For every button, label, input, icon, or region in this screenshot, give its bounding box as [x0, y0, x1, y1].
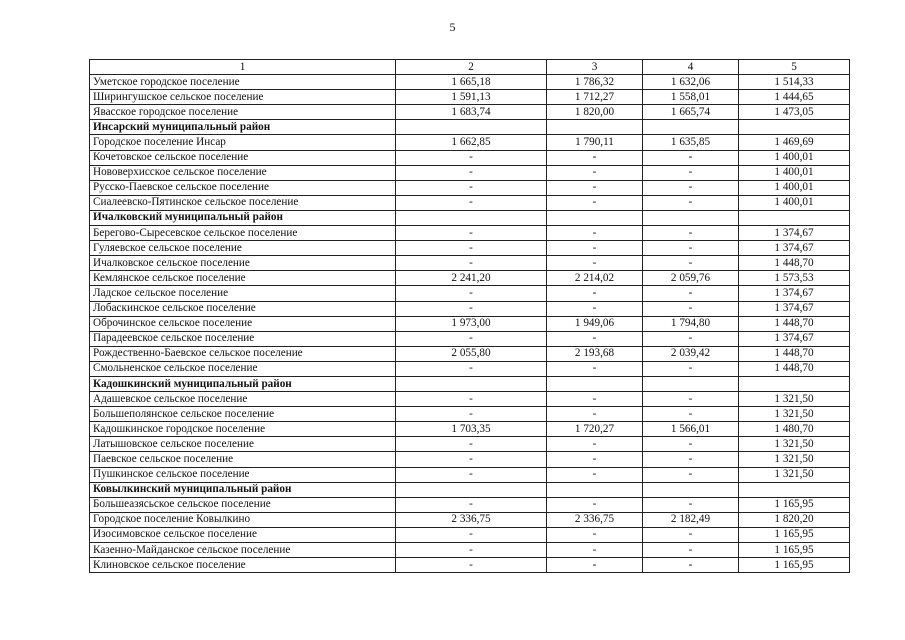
value-cell-col5: 1 321,50 [739, 392, 850, 407]
settlement-name-cell: Оброчинское сельское поселение [90, 316, 396, 331]
value-cell-col2: 2 055,80 [396, 346, 547, 361]
page-number: 5 [449, 20, 456, 34]
table-row [90, 256, 850, 271]
column-header-5: 5 [739, 60, 850, 75]
table-row [90, 437, 850, 452]
value-cell-col3: - [547, 180, 643, 195]
table-row [90, 407, 850, 422]
settlement-name-cell: Городское поселение Инсар [90, 135, 396, 150]
settlement-name-cell: Ладское сельское поселение [90, 286, 396, 301]
table-row [90, 150, 850, 165]
settlement-name-cell: Смольненское сельское поселение [90, 361, 396, 376]
value-cell-col3: - [547, 543, 643, 558]
value-cell-col3: - [547, 497, 643, 512]
settlement-name-cell: Латышовское сельское поселение [90, 437, 396, 452]
value-cell-col4: 1 635,85 [643, 135, 739, 150]
value-cell-col2: 1 703,35 [396, 422, 547, 437]
table-row [90, 527, 850, 542]
value-cell-col5: 1 400,01 [739, 165, 850, 180]
value-cell-col5: 1 473,05 [739, 105, 850, 120]
value-cell-col2: 1 591,13 [396, 90, 547, 105]
value-cell-col4: 1 558,01 [643, 90, 739, 105]
value-cell-col4: - [643, 497, 739, 512]
value-cell-col3: 1 790,11 [547, 135, 643, 150]
settlement-name-cell: Паевское сельское поселение [90, 452, 396, 467]
settlement-name-cell: Пушкинское сельское поселение [90, 467, 396, 482]
table-row [90, 180, 850, 195]
district-name-cell: Ичалковский муниципальный район [90, 210, 396, 225]
value-cell-col4: - [643, 165, 739, 180]
value-cell-col2: - [396, 241, 547, 256]
district-header-row [90, 376, 850, 391]
value-cell-col3 [547, 120, 643, 135]
settlement-name-cell: Берегово-Сыресевское сельское поселение [90, 226, 396, 241]
district-header-row [90, 120, 850, 135]
value-cell-col4: - [643, 437, 739, 452]
value-cell-col5: 1 400,01 [739, 195, 850, 210]
value-cell-col5: 1 321,50 [739, 452, 850, 467]
value-cell-col3 [547, 376, 643, 391]
table-row [90, 301, 850, 316]
column-header-1: 1 [90, 60, 396, 75]
value-cell-col2: - [396, 361, 547, 376]
value-cell-col3: - [547, 286, 643, 301]
value-cell-col5: 1 448,70 [739, 361, 850, 376]
district-name-cell: Ковылкинский муниципальный район [90, 482, 396, 497]
value-cell-col5: 1 820,20 [739, 512, 850, 527]
value-cell-col4: - [643, 286, 739, 301]
table-row [90, 467, 850, 482]
value-cell-col5: 1 165,95 [739, 497, 850, 512]
value-cell-col2: 2 241,20 [396, 271, 547, 286]
value-cell-col5 [739, 210, 850, 225]
value-cell-col3: 1 712,27 [547, 90, 643, 105]
value-cell-col5: 1 400,01 [739, 180, 850, 195]
value-cell-col3: 2 336,75 [547, 512, 643, 527]
value-cell-col2: 2 336,75 [396, 512, 547, 527]
value-cell-col3: - [547, 256, 643, 271]
data-table [89, 59, 850, 573]
value-cell-col2: - [396, 407, 547, 422]
value-cell-col5: 1 165,95 [739, 527, 850, 542]
district-header-row [90, 210, 850, 225]
value-cell-col5: 1 444,65 [739, 90, 850, 105]
value-cell-col4: - [643, 226, 739, 241]
value-cell-col2: 1 683,74 [396, 105, 547, 120]
value-cell-col3: - [547, 558, 643, 573]
value-cell-col4: - [643, 543, 739, 558]
value-cell-col3: - [547, 467, 643, 482]
value-cell-col3 [547, 210, 643, 225]
value-cell-col4: - [643, 180, 739, 195]
value-cell-col3: - [547, 437, 643, 452]
value-cell-col4: - [643, 407, 739, 422]
value-cell-col5: 1 321,50 [739, 437, 850, 452]
table-row [90, 422, 850, 437]
table-row [90, 331, 850, 346]
settlement-name-cell: Явасское городское поселение [90, 105, 396, 120]
table-row [90, 316, 850, 331]
settlement-name-cell: Лобаскинское сельское поселение [90, 301, 396, 316]
value-cell-col2: 1 665,18 [396, 75, 547, 90]
value-cell-col5: 1 448,70 [739, 346, 850, 361]
table-row [90, 90, 850, 105]
table-row [90, 558, 850, 573]
value-cell-col2 [396, 376, 547, 391]
value-cell-col5 [739, 482, 850, 497]
district-header-row [90, 482, 850, 497]
table-row [90, 452, 850, 467]
table-row [90, 497, 850, 512]
value-cell-col5: 1 480,70 [739, 422, 850, 437]
settlement-name-cell: Кадошкинское городское поселение [90, 422, 396, 437]
value-cell-col3: - [547, 165, 643, 180]
value-cell-col4: - [643, 256, 739, 271]
table-row [90, 346, 850, 361]
settlement-name-cell: Клиновское сельское поселение [90, 558, 396, 573]
value-cell-col4 [643, 482, 739, 497]
value-cell-col3: - [547, 452, 643, 467]
table-row [90, 226, 850, 241]
value-cell-col5: 1 374,67 [739, 301, 850, 316]
settlement-name-cell: Городское поселение Ковылкино [90, 512, 396, 527]
table-row [90, 512, 850, 527]
value-cell-col4: 1 794,80 [643, 316, 739, 331]
table-row [90, 75, 850, 90]
table-row [90, 361, 850, 376]
table-row [90, 286, 850, 301]
value-cell-col4: - [643, 527, 739, 542]
value-cell-col2: - [396, 467, 547, 482]
value-cell-col2: - [396, 150, 547, 165]
value-cell-col4: 2 059,76 [643, 271, 739, 286]
value-cell-col4: - [643, 392, 739, 407]
value-cell-col2: - [396, 437, 547, 452]
value-cell-col3: - [547, 361, 643, 376]
settlement-name-cell: Парадеевское сельское поселение [90, 331, 396, 346]
settlement-name-cell: Русско-Паевское сельское поселение [90, 180, 396, 195]
value-cell-col5: 1 374,67 [739, 241, 850, 256]
table-row [90, 392, 850, 407]
settlement-name-cell: Адашевское сельское поселение [90, 392, 396, 407]
value-cell-col2: 1 662,85 [396, 135, 547, 150]
value-cell-col2: - [396, 195, 547, 210]
settlement-name-cell: Большеазясьское сельское поселение [90, 497, 396, 512]
value-cell-col2 [396, 210, 547, 225]
value-cell-col3: - [547, 195, 643, 210]
value-cell-col3: - [547, 241, 643, 256]
settlement-name-cell: Ичалковское сельское поселение [90, 256, 396, 271]
settlement-name-cell: Казенно-Майданское сельское поселение [90, 543, 396, 558]
table-body [90, 75, 850, 573]
table-row [90, 271, 850, 286]
value-cell-col5: 1 165,95 [739, 543, 850, 558]
value-cell-col5: 1 514,33 [739, 75, 850, 90]
value-cell-col5: 1 448,70 [739, 316, 850, 331]
value-cell-col3: - [547, 392, 643, 407]
settlement-name-cell: Рождественно-Баевское сельское поселение [90, 346, 396, 361]
value-cell-col4: 2 182,49 [643, 512, 739, 527]
value-cell-col3: 1 949,06 [547, 316, 643, 331]
value-cell-col4: 1 632,06 [643, 75, 739, 90]
value-cell-col2: - [396, 226, 547, 241]
district-name-cell: Инсарский муниципальный район [90, 120, 396, 135]
value-cell-col4 [643, 210, 739, 225]
header-row [90, 60, 850, 75]
value-cell-col4: - [643, 195, 739, 210]
value-cell-col4: - [643, 301, 739, 316]
value-cell-col5: 1 469,69 [739, 135, 850, 150]
value-cell-col3: 1 820,00 [547, 105, 643, 120]
value-cell-col3: - [547, 150, 643, 165]
value-cell-col3: - [547, 527, 643, 542]
value-cell-col5: 1 165,95 [739, 558, 850, 573]
value-cell-col4: - [643, 150, 739, 165]
settlement-name-cell: Большеполянское сельское поселение [90, 407, 396, 422]
value-cell-col4 [643, 376, 739, 391]
value-cell-col2: - [396, 543, 547, 558]
value-cell-col5: 1 573,53 [739, 271, 850, 286]
value-cell-col2: - [396, 256, 547, 271]
value-cell-col5: 1 448,70 [739, 256, 850, 271]
value-cell-col4: - [643, 452, 739, 467]
value-cell-col4: - [643, 331, 739, 346]
value-cell-col3: - [547, 226, 643, 241]
value-cell-col2: - [396, 301, 547, 316]
value-cell-col4: - [643, 361, 739, 376]
column-header-3: 3 [547, 60, 643, 75]
table-row [90, 105, 850, 120]
settlement-name-cell: Кочетовское сельское поселение [90, 150, 396, 165]
value-cell-col4: 2 039,42 [643, 346, 739, 361]
value-cell-col2: - [396, 392, 547, 407]
value-cell-col3: 1 786,32 [547, 75, 643, 90]
value-cell-col2 [396, 120, 547, 135]
value-cell-col4: - [643, 467, 739, 482]
value-cell-col2: - [396, 497, 547, 512]
value-cell-col5: 1 321,50 [739, 407, 850, 422]
settlement-name-cell: Кемлянское сельское поселение [90, 271, 396, 286]
value-cell-col2 [396, 482, 547, 497]
settlement-name-cell: Сиалеевско-Пятинское сельское поселение [90, 195, 396, 210]
value-cell-col3 [547, 482, 643, 497]
value-cell-col3: - [547, 407, 643, 422]
value-cell-col4 [643, 120, 739, 135]
value-cell-col5 [739, 120, 850, 135]
value-cell-col4: - [643, 241, 739, 256]
value-cell-col5: 1 400,01 [739, 150, 850, 165]
value-cell-col3: 1 720,27 [547, 422, 643, 437]
value-cell-col3: - [547, 331, 643, 346]
settlement-name-cell: Уметское городское поселение [90, 75, 396, 90]
table-row [90, 135, 850, 150]
value-cell-col4: 1 665,74 [643, 105, 739, 120]
value-cell-col2: - [396, 452, 547, 467]
value-cell-col5: 1 321,50 [739, 467, 850, 482]
value-cell-col2: - [396, 331, 547, 346]
settlement-name-cell: Ширингушское сельское поселение [90, 90, 396, 105]
value-cell-col3: 2 193,68 [547, 346, 643, 361]
column-header-2: 2 [396, 60, 547, 75]
value-cell-col5: 1 374,67 [739, 226, 850, 241]
value-cell-col5: 1 374,67 [739, 286, 850, 301]
table-row [90, 165, 850, 180]
table-row [90, 241, 850, 256]
value-cell-col2: - [396, 165, 547, 180]
table-row [90, 543, 850, 558]
value-cell-col4: - [643, 558, 739, 573]
table-row [90, 195, 850, 210]
value-cell-col3: 2 214,02 [547, 271, 643, 286]
value-cell-col3: - [547, 301, 643, 316]
value-cell-col2: - [396, 527, 547, 542]
value-cell-col2: - [396, 180, 547, 195]
value-cell-col2: 1 973,00 [396, 316, 547, 331]
value-cell-col5 [739, 376, 850, 391]
column-header-4: 4 [643, 60, 739, 75]
value-cell-col2: - [396, 286, 547, 301]
settlement-name-cell: Изосимовское сельское поселение [90, 527, 396, 542]
district-name-cell: Кадошкинский муниципальный район [90, 376, 396, 391]
value-cell-col2: - [396, 558, 547, 573]
value-cell-col4: 1 566,01 [643, 422, 739, 437]
settlement-name-cell: Гуляевское сельское поселение [90, 241, 396, 256]
value-cell-col5: 1 374,67 [739, 331, 850, 346]
settlement-name-cell: Нововерхисское сельское поселение [90, 165, 396, 180]
